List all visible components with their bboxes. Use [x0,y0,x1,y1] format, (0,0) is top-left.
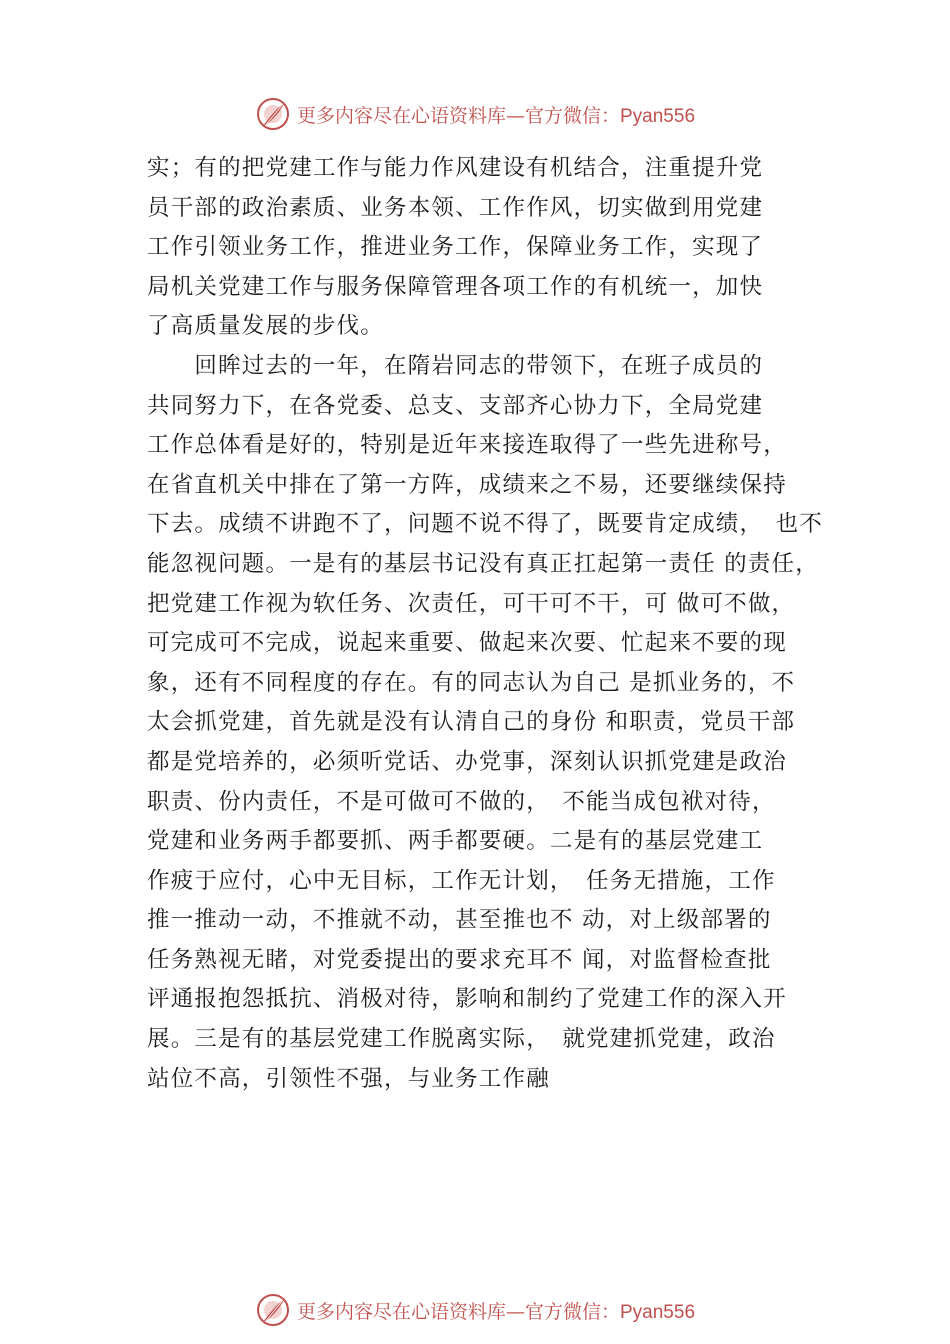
text-line: 下去。成绩不讲跑不了，问题不说不得了，既要肯定成绩， 也不 [147,511,824,538]
text-line: 把党建工作视为软任务、次责任，可干可不干，可 做可不做， [147,590,796,617]
text-line: 回眸过去的一年，在隋岩同志的带领下，在班子成员的 [147,352,764,379]
text-line: 评通报抱怨抵抗、消极对待，影响和制约了党建工作的深入开 [147,986,787,1013]
text-line: 共同努力下，在各党委、总支、支部齐心协力下，全局党建 [147,392,764,419]
text-line: 了高质量发展的步伐。 [147,313,385,340]
header-banner-text: 更多内容尽在心语资料库—官方微信：Pyan556 [296,104,696,127]
text-line: 局机关党建工作与服务保障管理各项工作的有机统一，加快 [147,273,764,300]
text-line: 任务熟视无睹，对党委提出的要求充耳不 闻，对监督检查批 [147,946,772,973]
footer-banner [0,1290,950,1330]
text-line: 工作引领业务工作，推进业务工作，保障业务工作，实现了 [147,234,764,261]
feather-quill-logo-icon [255,96,291,132]
text-line: 员干部的政治素质、业务本领、工作作风，切实做到用党建 [147,194,764,221]
text-line: 党建和业务两手都要抓、两手都要硬。二是有的基层党建工 [147,828,764,855]
text-line: 作疲于应付，心中无目标，工作无计划， 任务无措施，工作 [147,867,776,894]
text-line: 太会抓党建，首先就是没有认清自己的身份 和职责，党员干部 [147,709,796,736]
text-line: 可完成可不完成，说起来重要、做起来次要、忙起来不要的现 [147,630,787,657]
text-line: 都是党培养的，必须听党话、办党事，深刻认识抓党建是政治 [147,748,787,775]
text-line: 象，还有不同程度的存在。有的同志认为自己 是抓业务的，不 [147,669,796,696]
header-banner [0,94,950,134]
text-line: 展。三是有的基层党建工作脱离实际， 就党建抓党建，政治 [147,1026,776,1053]
text-line: 在省直机关中排在了第一方阵，成绩来之不易，还要继续保持 [147,471,787,498]
feather-quill-logo-icon [255,1292,291,1328]
footer-banner-text: 更多内容尽在心语资料库—官方微信：Pyan556 [296,1300,696,1323]
text-line: 工作总体看是好的，特别是近年来接连取得了一些先进称号， [147,432,787,459]
text-line: 能忽视问题。一是有的基层书记没有真正扛起第一责任 的责任， [147,550,819,577]
text-line: 实；有的把党建工作与能力作风建设有机结合，注重提升党 [147,155,764,181]
text-line: 站位不高，引领性不强，与业务工作融 [147,1065,550,1092]
text-line: 职责、份内责任，不是可做可不做的， 不能当成包袱对待， [147,788,776,815]
document-body [147,149,837,1099]
text-line: 推一推动一动，不推就不动，甚至推也不 动，对上级部署的 [147,907,772,934]
